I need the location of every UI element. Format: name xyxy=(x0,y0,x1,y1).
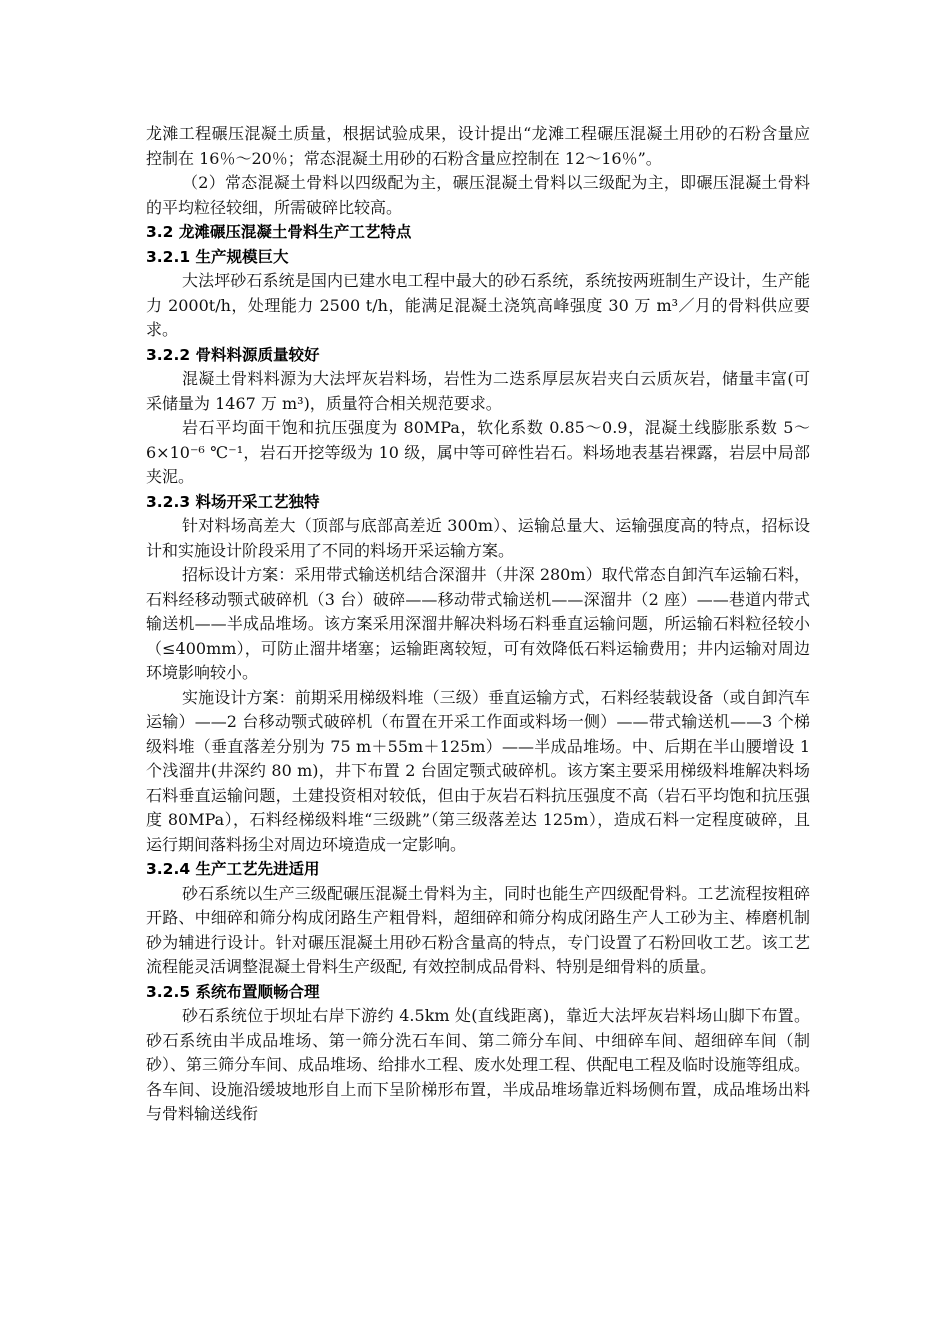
paragraph-aggregate-grading: （2）常态混凝土骨料以四级配为主，碾压混凝土骨料以三级配为主，即碾压混凝土骨料的平均粒径较细，所需破碎比较高。 xyxy=(146,173,810,217)
paragraph-tender-design: 招标设计方案：采用带式输送机结合深溜井（井深 280m）取代常态自卸汽车运输石料，石料经移动颚式破碎机（3 台）破碎——移动带式输送机——深溜井（2 座）——巷道内带式输送机——半成品堆场。该方案采用深溜井解决料场石料垂直运输问题，所运输石料粒径较小（≤400mm），可防止溜井堵塞；运输距离较短，可有效降低石料运输费用；井内运输对周边环境影响较小。 xyxy=(146,565,810,682)
section-heading-3-2-3: 3.2.3 料场开采工艺独特 xyxy=(146,492,320,511)
paragraph-production-scale: 大法坪砂石系统是国内已建水电工程中最大的砂石系统，系统按两班制生产设计，生产能力 2000t/h，处理能力 2500 t/h，能满足混凝土浇筑高峰强度 30 万 m³／月的骨料供应要求。 xyxy=(146,271,810,339)
section-heading-3-2-2: 3.2.2 骨料料源质量较好 xyxy=(146,345,320,364)
section-heading-3-2-5: 3.2.5 系统布置顺畅合理 xyxy=(146,982,320,1001)
paragraph-system-layout: 砂石系统位于坝址右岸下游约 4.5km 处(直线距离)，靠近大法坪灰岩料场山脚下布置。砂石系统由半成品堆场、第一筛分洗石车间、第二筛分车间、中细碎车间、超细碎车间（制砂）、第三筛分车间、成品堆场、给排水工程、废水处理工程、供配电工程及临时设施等组成。各车间、设施沿缓坡地形自上而下呈阶梯形布置，半成品堆场靠近料场侧布置，成品堆场出料与骨料输送线衔 xyxy=(146,1006,811,1123)
paragraph-implementation-design: 实施设计方案：前期采用梯级料堆（三级）垂直运输方式，石料经装载设备（或自卸汽车运输）——2 台移动颚式破碎机（布置在开采工作面或料场一侧）——带式输送机——3 个梯级料堆（垂直落差分别为 75 m＋55m＋125m）——半成品堆场。中、后期在半山腰增设 1 个浅溜井(井深约 80 m)，井下布置 2 台固定颚式破碎机。该方案主要采用梯级料堆解决料场石料垂直运输问题，土建投资相对较低，但由于灰岩石料抗压强度不高（岩石平均饱和抗压强度 80MPa），石料经梯级料堆“三级跳”（第三级落差达 125m），造成石料一定程度破碎，且运行期间落料扬尘对周边环境造成一定影响。 xyxy=(146,687,810,854)
paragraph-sand-stone-powder: 龙滩工程碾压混凝土质量，根据试验成果，设计提出“龙滩工程碾压混凝土用砂的石粉含量应控制在 16％～20％；常态混凝土用砂的石粉含量应控制在 12～16％”。 xyxy=(146,124,810,168)
paragraph-rock-strength: 岩石平均面干饱和抗压强度为 80MPa，软化系数 0.85～0.9，混凝土线膨胀系数 5～6×10⁻⁶ ℃⁻¹，岩石开挖等级为 10 级，属中等可碎性岩石。料场地表基岩裸露，岩层中局部夹泥。 xyxy=(146,418,810,486)
section-heading-3-2-1: 3.2.1 生产规模巨大 xyxy=(146,247,289,266)
paragraph-quarry-features: 针对料场高差大（顶部与底部高差近 300m）、运输总量大、运输强度高的特点，招标设计和实施设计阶段采用了不同的料场开采运输方案。 xyxy=(146,516,810,560)
section-heading-3-2: 3.2 龙滩碾压混凝土骨料生产工艺特点 xyxy=(146,223,412,241)
paragraph-process-flow: 砂石系统以生产三级配碾压混凝土骨料为主，同时也能生产四级配骨料。工艺流程按粗碎开路、中细碎和筛分构成闭路生产粗骨料，超细碎和筛分构成闭路生产人工砂为主、棒磨机制砂为辅进行设计。针对碾压混凝土用砂石粉含量高的特点，专门设置了石粉回收工艺。该工艺流程能灵活调整混凝土骨料生产级配, 有效控制成品骨料、特别是细骨料的质量。 xyxy=(146,883,810,976)
paragraph-material-source: 混凝土骨料料源为大法坪灰岩料场，岩性为二迭系厚层灰岩夹白云质灰岩，储量丰富(可采储量为 1467 万 m³)，质量符合相关规范要求。 xyxy=(146,369,810,413)
section-heading-3-2-4: 3.2.4 生产工艺先进适用 xyxy=(146,860,320,878)
document-body xyxy=(146,122,810,1127)
